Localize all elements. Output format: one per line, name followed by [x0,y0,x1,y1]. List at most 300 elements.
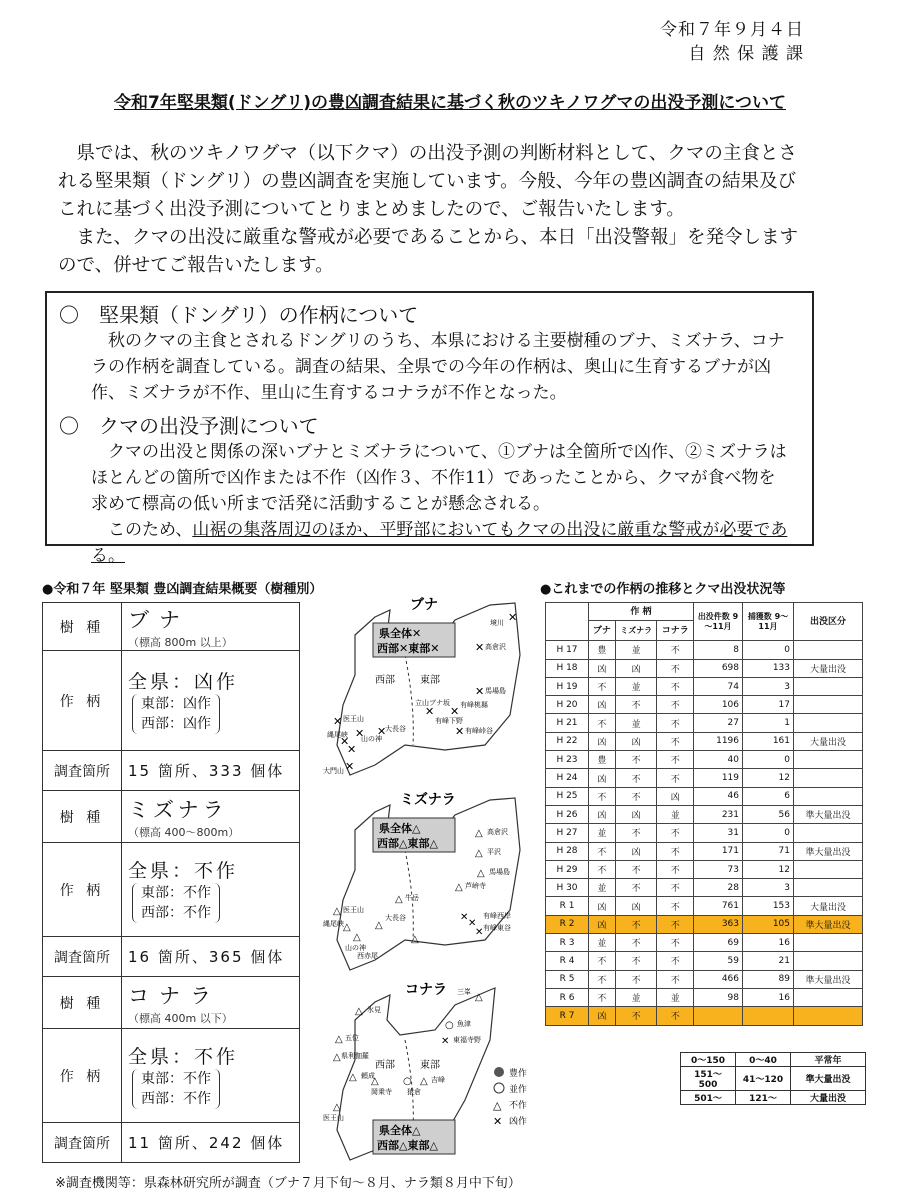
place-label: 縄尾峡 [323,920,344,928]
intro-paragraph: また、クマの出没に厳重な警戒が必要であることから、本日「出没警報」を発令しますので、併せてご報告いたします。 [58,227,799,276]
cell-mizunara: 不 [615,952,657,970]
legend-hosaku-icon [494,1067,504,1077]
legend-label: 並作 [509,1085,528,1095]
map-badge-whole: 県全体✕ [379,627,422,640]
cell-sightings: 74 [694,677,743,695]
marker-namisaku: ○ [403,1076,412,1087]
map-badge-regions: 西部△東部△ [377,837,438,850]
cell-captures: 12 [743,860,794,878]
table-row [546,659,863,677]
marker-fusaku: △ [355,1006,363,1017]
marker-namisaku: ○ [445,1020,454,1031]
place-label: 医王山 [343,906,364,914]
legend-row [681,1053,866,1067]
cell-buna: 凶 [589,769,616,787]
cell-captures: 0 [743,751,794,769]
place-label: 岡乗寺 [371,1088,392,1096]
marker-kyosaku: ✕ [450,705,460,718]
history-table [545,602,863,1026]
cell-category: 大量出没 [794,732,863,750]
legend-kyosaku-icon: ✕ [493,1115,503,1128]
cell-sightings: 98 [694,988,743,1006]
cell-konara: 不 [657,897,694,915]
cell-captures: 1 [743,714,794,732]
konara-map [323,982,527,1160]
table-row [546,732,863,750]
cell-sightings: 231 [694,805,743,823]
cell-buna: 不 [589,970,616,988]
cell-mizunara: 不 [615,879,657,897]
cell-year: H 19 [546,677,589,695]
section-heading: 〇 堅果類（ドングリ）の作柄について [59,303,419,327]
map-region-east: 東部 [420,1060,440,1071]
cell-year: H 25 [546,787,589,805]
cell-mizunara: 並 [615,714,657,732]
cell-konara: 不 [657,732,694,750]
cell-konara: 不 [657,641,694,659]
marker-kyosaku: ✕ [475,641,485,654]
table-row [546,824,863,842]
cell-sightings: 46 [694,787,743,805]
place-label: 有峰東谷 [483,924,511,932]
cell-category [794,952,863,970]
table-row [546,805,863,823]
cell-mizunara: 不 [615,769,657,787]
marker-fusaku: △ [343,922,351,933]
cell-category: 準大量出没 [794,842,863,860]
cell-buna: 凶 [589,915,616,933]
marker-fusaku: △ [420,1076,428,1087]
cell-sightings: 31 [694,824,743,842]
category-legend-table [680,1052,866,1105]
place-label: 有峰西岸 [483,912,511,920]
cell-buna: 不 [589,842,616,860]
cell-category [794,769,863,787]
cell-category [794,751,863,769]
cell-captures: 161 [743,732,794,750]
cell-year: H 24 [546,769,589,787]
map-badge-whole: 県全体△ [379,1124,421,1137]
marker-fusaku: △ [333,1052,341,1063]
cell-konara: 凶 [657,787,694,805]
marker-fusaku: △ [333,906,341,917]
crop-east: 東部：凶作 [141,696,211,712]
legend-captures: 121～ [736,1091,791,1105]
maps-figure [315,595,540,1165]
cell-konara: 不 [657,934,694,952]
cell-captures: 0 [743,641,794,659]
cell-category [794,677,863,695]
section-heading: 〇 クマの出没予測について [59,414,319,438]
table-row [546,769,863,787]
place-label: 三峯 [457,988,471,996]
cell-category [794,714,863,732]
cell-konara: 不 [657,769,694,787]
place-label: 県利伽羅 [341,1052,369,1060]
cell-konara: 並 [657,805,694,823]
legend-sightings: 501～ [681,1091,736,1105]
cell-year: R 3 [546,934,589,952]
legend-sightings: 0～150 [681,1053,736,1067]
place-label: 牛岳 [405,894,419,902]
cell-sightings: 28 [694,879,743,897]
place-label: 高倉沢 [485,643,506,651]
cell-captures: 0 [743,824,794,842]
place-label: 馬場島 [489,868,510,876]
cell-captures: 16 [743,988,794,1006]
cell-mizunara: 不 [615,751,657,769]
marker-kyosaku: ✕ [425,705,435,718]
map-badge-whole: 県全体△ [379,822,421,835]
cell-sightings: 761 [694,897,743,915]
label-sites: 調査箇所 [43,1123,122,1163]
map-region-west: 西部 [375,675,395,686]
place-label: 芦峅寺 [465,882,486,890]
cell-category: 準大量出没 [794,915,863,933]
cell-sightings: 106 [694,696,743,714]
cell-captures: 105 [743,915,794,933]
cell-sightings: 59 [694,952,743,970]
label-crop: 作 柄 [43,1029,122,1123]
sites-count: 15 箇所、333 個体 [122,751,300,791]
col-sightings: 出没件数 9～11月 [694,603,743,641]
right-section-title: ●これまでの作柄の推移とクマ出没状況等 [540,582,786,597]
cell-captures: 12 [743,769,794,787]
place-label: 山の神 [345,944,366,952]
legend-sightings: 151～500 [681,1067,736,1091]
buna-map [323,597,520,775]
section-text-warning: このため、山裾の集落周辺のほか、平野部においてもクマの出没に厳重な警戒が必要である。 [91,520,788,566]
place-label: 高倉沢 [487,828,508,836]
cell-mizunara: 不 [615,915,657,933]
marker-kyosaku: ✕ [377,725,387,738]
place-label: 東福寺野 [453,1036,481,1044]
marker-fusaku: △ [475,828,483,839]
cell-konara: 不 [657,952,694,970]
marker-kyosaku: ✕ [340,735,350,748]
cell-mizunara: 並 [615,641,657,659]
cell-sightings: 40 [694,751,743,769]
table-row [546,1007,863,1025]
intro-text [58,140,803,280]
place-label: 医王山 [343,715,364,723]
table-row [546,860,863,878]
place-label: 西赤尾 [357,952,378,960]
cell-buna: 不 [589,952,616,970]
cell-konara: 不 [657,677,694,695]
place-label: 縄尾峡 [327,731,348,739]
map-title: コナラ [405,982,447,998]
place-label: 境川 [490,619,504,627]
cell-captures [743,1007,794,1025]
page-title: 令和7年堅果類(ドングリ)の豊凶調査結果に基づく秋のツキノワグマの出没予測について [113,93,786,113]
map-region-east: 東部 [420,675,440,686]
cell-buna: 不 [589,787,616,805]
table-row [546,934,863,952]
crop-regions [132,1069,220,1109]
cell-sightings: 119 [694,769,743,787]
summary-box [45,291,814,566]
label-crop: 作 柄 [43,843,122,937]
marker-fusaku: △ [353,932,361,943]
place-label: 有峰下野 [435,717,463,725]
cell-mizunara: 不 [615,824,657,842]
label-sites: 調査箇所 [43,937,122,977]
cell-year: R 6 [546,988,589,1006]
species-elevation: （標高 400～800m） [128,825,240,839]
cell-mizunara: 凶 [615,732,657,750]
cell-year: H 27 [546,824,589,842]
table-row [546,696,863,714]
department: 自 然 保 護 課 [688,44,804,64]
col-category: 出没区分 [794,603,863,641]
cell-mizunara: 不 [615,1007,657,1025]
section-text: クマの出没と関係の深いブナとミズナラについて、①ブナは全箇所で凶作、②ミズナラはほとんどの箇所で凶作または不作（凶作３、不作11）であったことから、クマが食べ物を求めて標高の低い所まで活発に活動することが懸念される。 [91,442,787,514]
table-row [546,842,863,860]
table-row [546,641,863,659]
cell-buna: 並 [589,934,616,952]
legend-namisaku-icon [494,1083,504,1093]
mizunara-map [323,792,520,970]
cell-sightings: 73 [694,860,743,878]
cell-captures: 133 [743,659,794,677]
crop-west: 西部：不作 [141,905,211,921]
cell-year: H 30 [546,879,589,897]
cell-year: H 22 [546,732,589,750]
legend-captures: 0～40 [736,1053,791,1067]
cell-year: H 29 [546,860,589,878]
cell-category [794,860,863,878]
crop-east: 東部：不作 [141,885,211,901]
marker-fusaku: △ [375,920,383,931]
cell-category: 準大量出没 [794,970,863,988]
cell-konara: 不 [657,659,694,677]
cell-year: H 28 [546,842,589,860]
sites-count: 16 箇所、365 個体 [122,937,300,977]
species-name: コナラ [128,983,221,1008]
table-row [546,677,863,695]
cell-captures: 89 [743,970,794,988]
table-row [546,751,863,769]
map-region-west: 西部 [375,1060,395,1071]
legend-label: 豊作 [509,1069,528,1079]
cell-buna: 不 [589,860,616,878]
cell-konara: 不 [657,714,694,732]
label-sites: 調査箇所 [43,751,122,791]
section-text: 秋のクマの主食とされるドングリのうち、本県における主要樹種のブナ、ミズナラ、コナラの作柄を調査している。調査の結果、全県での今年の作柄は、奥山に生育するブナが凶作、ミズナラが不作、里山に生育するコナラが不作となった。 [91,331,785,403]
cell-sightings: 466 [694,970,743,988]
species-summary-table [42,602,300,1163]
map-legend [493,1067,527,1128]
marker-fusaku: △ [335,1034,343,1045]
marker-kyosaku: ✕ [333,715,343,728]
place-label: 五位 [345,1034,359,1042]
cell-category: 大量出没 [794,659,863,677]
cell-konara: 不 [657,824,694,842]
cell-buna: 凶 [589,1007,616,1025]
species-elevation: （標高 400m 以下） [128,1011,233,1025]
crop-regions [132,883,220,923]
cell-category [794,824,863,842]
place-label: 大長谷 [385,914,406,922]
cell-mizunara: 並 [615,988,657,1006]
marker-fusaku: △ [475,992,483,1003]
legend-row [681,1067,866,1091]
cell-sightings: 171 [694,842,743,860]
cell-sightings: 27 [694,714,743,732]
marker-kyosaku: ✕ [455,725,465,738]
cell-buna: 並 [589,879,616,897]
cell-category [794,988,863,1006]
cell-buna: 豊 [589,751,616,769]
col-year [546,603,589,641]
cell-buna: 凶 [589,732,616,750]
cell-category [794,879,863,897]
table-row [546,714,863,732]
table-row [546,787,863,805]
species-name: ミズナラ [128,797,228,822]
place-label: 頼成 [361,1072,375,1080]
legend-captures: 41～120 [736,1067,791,1091]
cell-buna: 凶 [589,805,616,823]
cell-year: R 2 [546,915,589,933]
cell-captures: 17 [743,696,794,714]
cell-year: H 20 [546,696,589,714]
legend-category: 大量出没 [791,1091,866,1105]
place-label: 馬場島 [485,687,506,695]
cell-konara: 不 [657,970,694,988]
cell-captures: 153 [743,897,794,915]
place-label: 大長谷 [385,725,406,733]
col-mizunara: ミズナラ [615,621,657,641]
table-row [546,970,863,988]
marker-kyosaku: ✕ [355,727,365,740]
cell-mizunara: 不 [615,970,657,988]
cell-konara: 不 [657,915,694,933]
table-row [546,897,863,915]
legend-category: 平常年 [791,1053,866,1067]
marker-fusaku: △ [411,934,419,945]
cell-konara: 並 [657,988,694,1006]
marker-kyosaku: ✕ [345,760,355,773]
cell-year: H 17 [546,641,589,659]
cell-konara: 不 [657,696,694,714]
crop-whole: 全県：不作 [128,1046,239,1068]
map-title: ミズナラ [400,792,456,808]
left-section-title: ●令和７年 堅果類 豊凶調査結果概要（樹種別） [42,582,323,597]
cell-mizunara: 並 [615,677,657,695]
cell-konara: 不 [657,842,694,860]
cell-category: 大量出没 [794,897,863,915]
map-badge-regions: 西部△東部△ [377,1139,438,1152]
cell-year: R 5 [546,970,589,988]
cell-sightings: 363 [694,915,743,933]
crop-east: 東部：不作 [141,1071,211,1087]
cell-captures: 71 [743,842,794,860]
cell-buna: 不 [589,677,616,695]
cell-captures: 6 [743,787,794,805]
cell-konara: 不 [657,751,694,769]
marker-fusaku: △ [455,882,463,893]
legend-label: 凶作 [509,1117,528,1127]
cell-buna: 凶 [589,659,616,677]
cell-sightings [694,1007,743,1025]
cell-category [794,641,863,659]
cell-mizunara: 不 [615,787,657,805]
place-label: 猿倉 [407,1088,421,1096]
legend-fusaku-icon: △ [493,1099,502,1112]
cell-captures: 3 [743,677,794,695]
cell-mizunara: 不 [615,860,657,878]
cell-mizunara: 凶 [615,897,657,915]
marker-kyosaku: ✕ [468,918,477,929]
marker-kyosaku: ✕ [475,685,485,698]
cell-year: R 4 [546,952,589,970]
cell-year: H 26 [546,805,589,823]
map-badge-regions: 西部✕東部✕ [377,642,440,655]
crop-whole: 全県：凶作 [128,671,239,693]
label-species: 樹 種 [43,791,122,843]
col-buna: ブナ [589,621,616,641]
legend-category: 準大量出没 [791,1067,866,1091]
cell-sightings: 1196 [694,732,743,750]
col-konara: コナラ [657,621,694,641]
species-name: ブナ [128,607,190,632]
place-label: 氷見 [367,1006,381,1014]
marker-kyosaku: ✕ [475,927,484,938]
col-group-crop: 作 柄 [589,603,694,621]
cell-mizunara: 凶 [615,805,657,823]
cell-buna: 不 [589,714,616,732]
crop-whole: 全県：不作 [128,860,239,882]
cell-buna: 豊 [589,641,616,659]
place-label: 大門山 [323,767,344,775]
table-row [546,915,863,933]
table-row [546,879,863,897]
table-row [546,952,863,970]
cell-year: R 1 [546,897,589,915]
cell-year: H 21 [546,714,589,732]
marker-fusaku: △ [333,1102,341,1113]
cell-mizunara: 不 [615,934,657,952]
cell-captures: 21 [743,952,794,970]
cell-year: R 7 [546,1007,589,1025]
marker-kyosaku: ✕ [347,743,357,756]
history-table-body [546,641,863,1025]
label-crop: 作 柄 [43,651,122,751]
marker-fusaku: △ [349,1072,357,1083]
cell-captures: 3 [743,879,794,897]
col-captures: 捕獲数 9～11月 [743,603,794,641]
map-title: ブナ [410,597,438,613]
cell-captures: 56 [743,805,794,823]
cell-year: H 18 [546,659,589,677]
cell-category [794,787,863,805]
place-label: 有峰桃縣 [460,701,488,709]
label-species: 樹 種 [43,603,122,651]
cell-sightings: 8 [694,641,743,659]
species-elevation: （標高 800m 以上） [128,635,233,649]
cell-category: 準大量出没 [794,805,863,823]
cell-category [794,696,863,714]
cell-buna: 凶 [589,696,616,714]
cell-category [794,1007,863,1025]
cell-mizunara: 不 [615,696,657,714]
place-label: 平沢 [487,848,501,856]
place-label: 魚津 [457,1020,471,1028]
cell-captures: 16 [743,934,794,952]
table-row [546,988,863,1006]
